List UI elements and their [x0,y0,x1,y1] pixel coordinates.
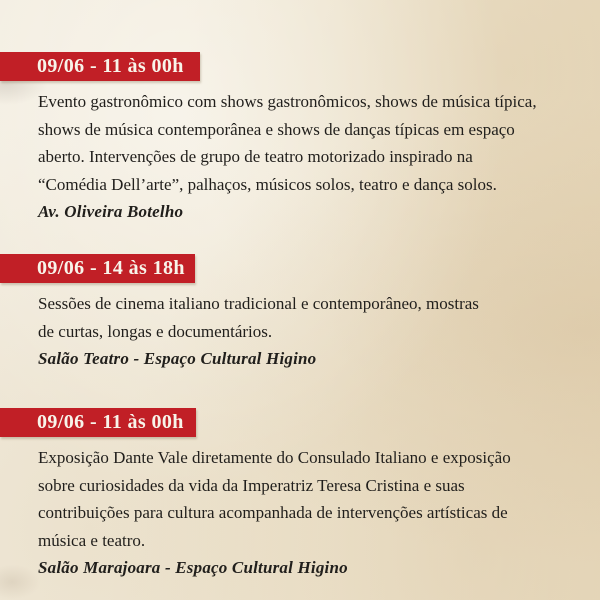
time-banner [0,408,196,437]
event-location: Av. Oliveira Botelho [38,202,184,221]
event-location: Salão Marajoara - Espaço Cultural Higino [38,558,348,577]
time-banner-label: 09/06 - 11 às 00h [37,55,184,77]
description-line: contribuições para cultura acompanhada de intervenções artísticas de [38,503,508,522]
description-line: Exposição Dante Vale diretamente do Consulado Italiano e exposição [38,448,511,467]
description-line: Evento gastronômico com shows gastronômicos, shows de música típica, [38,92,537,111]
description-line: de curtas, longas e documentários. [38,321,273,341]
description-line: shows de música contemporânea e shows de danças típicas em espaço [38,119,515,139]
event-description [38,444,583,582]
time-banner [0,52,200,81]
description-line: Sessões de cinema italiano tradicional e contemporâneo, mostras [38,294,479,313]
time-banner-label: 09/06 - 11 às 00h [37,411,184,433]
time-banner-label: 09/06 - 14 às 18h [37,257,185,279]
event-description [38,88,583,226]
time-banner [0,254,195,283]
description-line: música e teatro. [38,530,146,550]
description-line: aberto. Intervenções de grupo de teatro motorizado inspirado na [38,147,473,166]
description-line: sobre curiosidades da vida da Imperatriz Teresa Cristina e suas [38,475,465,495]
description-line: “Comédia Dell’arte”, palhaços, músicos solos, teatro e dança solos. [38,174,497,194]
event-description [38,290,583,373]
event-location: Salão Teatro - Espaço Cultural Higino [38,349,317,368]
